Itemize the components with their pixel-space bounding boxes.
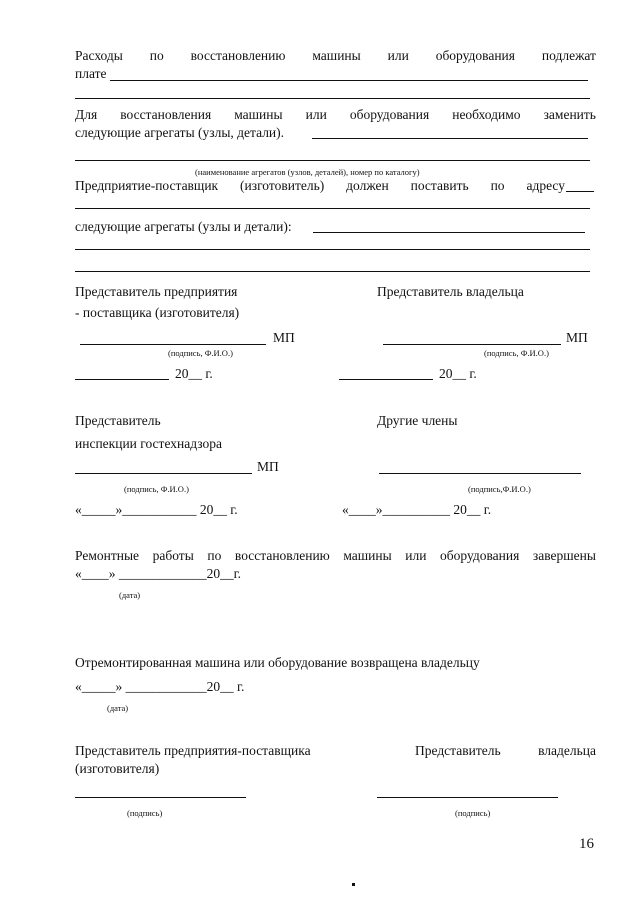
final-owner-title: Представитель владельца <box>415 743 596 758</box>
fill-line[interactable] <box>110 80 588 81</box>
supplier-rep-title: Представитель предприятия <box>75 284 238 299</box>
date-caption: (дата) <box>119 590 141 600</box>
fill-line[interactable] <box>75 208 590 209</box>
signature-line[interactable] <box>383 344 561 345</box>
supplier-line-2: следующие агрегаты (узлы и детали): <box>75 219 292 234</box>
signature-line[interactable] <box>377 797 558 798</box>
date-left: «_____»___________ 20__ г. <box>75 502 238 517</box>
other-members-title: Другие члены <box>377 413 458 428</box>
owner-rep-title: Представитель владельца <box>377 284 524 299</box>
fill-line[interactable] <box>566 191 594 192</box>
signature-line[interactable] <box>75 473 252 474</box>
replace-line-1: Для восстановления машины или оборудования необходимо заменить <box>75 107 596 122</box>
fill-line[interactable] <box>75 98 590 99</box>
parts-caption: (наименование агрегатов (узлов, деталей), номер по каталогу) <box>195 167 420 177</box>
repair-line-1: Ремонтные работы по восстановлению машины или оборудования завершены <box>75 548 596 563</box>
signature-caption: (подпись, Ф.И.О.) <box>168 348 233 358</box>
fill-line[interactable] <box>75 249 590 250</box>
dot-mark <box>352 883 355 886</box>
inspection-rep-title: Представитель <box>75 413 161 428</box>
signature-caption: (подпись, Ф.И.О.) <box>484 348 549 358</box>
final-supplier-title: Представитель предприятия-поставщика <box>75 743 311 758</box>
returned-line: Отремонтированная машина или оборудование возвращена владельцу <box>75 655 480 670</box>
final-supplier-subtitle: (изготовителя) <box>75 761 160 776</box>
signature-caption: (подпись) <box>127 808 163 818</box>
fill-line[interactable] <box>313 232 585 233</box>
supplier-rep-subtitle: - поставщика (изготовителя) <box>75 305 240 320</box>
expenses-line-2: плате <box>75 66 107 81</box>
inspection-rep-subtitle: инспекции гостехнадзора <box>75 436 223 451</box>
expenses-line-1: Расходы по восстановлению машины или оборудования подлежат <box>75 48 596 63</box>
fill-line[interactable] <box>75 271 590 272</box>
date-line[interactable] <box>339 379 433 380</box>
fill-line[interactable] <box>75 160 590 161</box>
date-right: «____»__________ 20__ г. <box>342 502 492 517</box>
signature-caption: (подпись) <box>455 808 491 818</box>
replace-line-2: следующие агрегаты (узлы, детали). <box>75 125 285 140</box>
mp-mark: МП <box>257 459 279 474</box>
supplier-line-1: Предприятие-поставщик (изготовитель) должен поставить по адресу <box>75 178 565 193</box>
page-number: 16 <box>579 836 594 852</box>
fill-line[interactable] <box>312 138 588 139</box>
signature-line[interactable] <box>379 473 581 474</box>
date-line[interactable] <box>75 379 169 380</box>
year-mark: 20__ г. <box>175 366 213 381</box>
signature-caption: (подпись,Ф.И.О.) <box>468 484 531 494</box>
mp-mark: МП <box>566 330 588 345</box>
signature-caption: (подпись, Ф.И.О.) <box>124 484 189 494</box>
date-caption: (дата) <box>107 703 129 713</box>
signature-line[interactable] <box>75 797 246 798</box>
repair-date: «____» _____________20__г. <box>75 566 242 581</box>
mp-mark: МП <box>273 330 295 345</box>
year-mark: 20__ г. <box>439 366 477 381</box>
signature-line[interactable] <box>80 344 266 345</box>
returned-date: «_____» ____________20__ г. <box>75 679 245 694</box>
